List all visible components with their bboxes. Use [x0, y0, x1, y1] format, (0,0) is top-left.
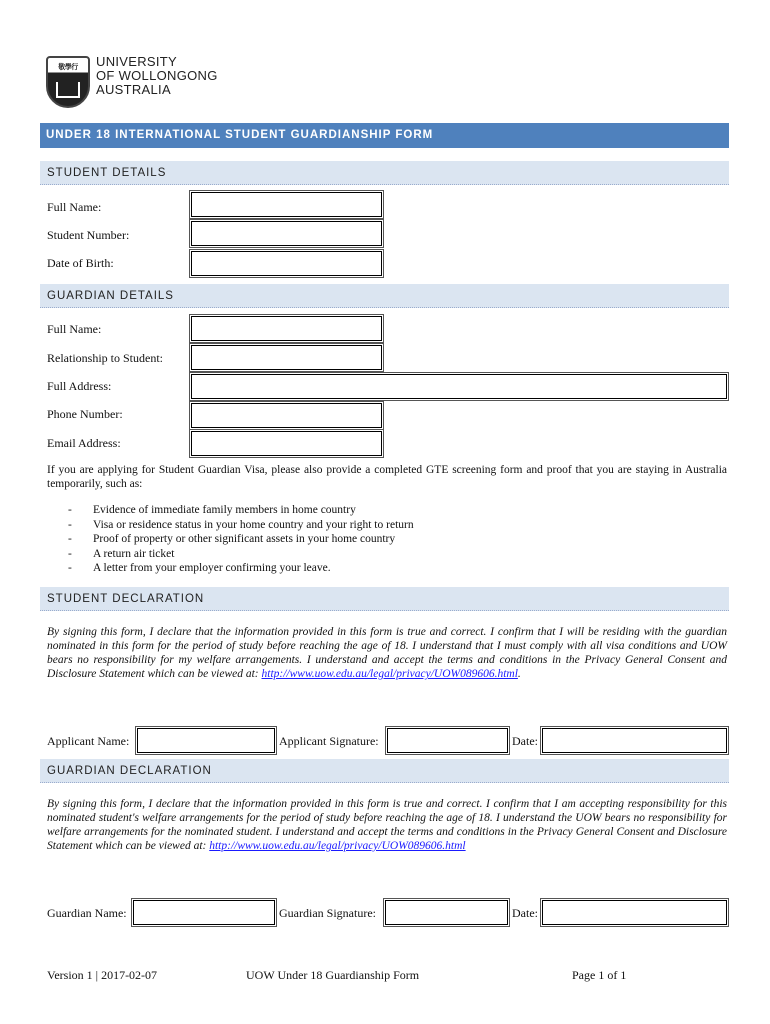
- guardian-signature-label: Guardian Signature:: [279, 906, 376, 920]
- footer-version: Version 1 | 2017-02-07: [47, 968, 158, 982]
- guardian-address-label: Full Address:: [47, 379, 112, 393]
- university-crest-logo: [46, 56, 90, 108]
- visa-note: If you are applying for Student Guardian Visa, please also provide a completed GTE screening form and proof that you are staying in Australia temporarily, such as:: [47, 464, 727, 490]
- applicant-signature-label: Applicant Signature:: [279, 734, 379, 748]
- university-name: [96, 55, 218, 97]
- guardian-name-label: Guardian Name:: [47, 906, 127, 920]
- student-full-name-field[interactable]: [191, 192, 382, 217]
- list-item: - Visa or residence status in your home country and your right to return: [68, 518, 414, 531]
- student-declaration-heading: STUDENT DECLARATION: [40, 587, 729, 611]
- guardian-date-field[interactable]: [542, 900, 727, 925]
- email-address-label: Email Address:: [47, 436, 121, 450]
- form-title: UNDER 18 INTERNATIONAL STUDENT GUARDIANSHIP FORM: [40, 123, 729, 148]
- applicant-date-label: Date:: [512, 734, 538, 748]
- guardian-declaration-text: By signing this form, I declare that the information provided in this form is true and correct. I confirm that I am accepting responsibility for this nominated student's welfare arrangements for the period of study before reaching the age of 18. I understand the UOW bears no responsibility for welfare arrangements for the nominated student. I understand and accept the terms and conditions in the Privacy General Consent and Disclosure Statement which can be viewed at: http://www.uow.edu.au/legal/privacy/UOW089606.html: [47, 798, 727, 852]
- guardian-date-label: Date:: [512, 906, 538, 920]
- student-declaration-text: By signing this form, I declare that the information provided in this form is true and correct. I confirm that I will be residing with the guardian nominated in this form for the period of study before reaching the age of 18. I understand that I must comply with all visa conditions and UOW bears no responsibility for my welfare arrangements. I understand and accept the terms and conditions in the Privacy General Consent and Disclosure Statement which can be viewed at: http://www.uow.edu.au/legal/privacy/UOW089606.html.: [47, 626, 727, 680]
- guardian-details-heading: GUARDIAN DETAILS: [40, 284, 729, 308]
- relationship-label: Relationship to Student:: [47, 351, 163, 365]
- applicant-name-field[interactable]: [137, 728, 275, 753]
- date-of-birth-field[interactable]: [191, 251, 382, 276]
- evidence-list: [68, 503, 414, 576]
- logo-line-1: UNIVERSITY: [96, 54, 178, 69]
- relationship-field[interactable]: [191, 345, 382, 370]
- email-address-field[interactable]: [191, 431, 382, 456]
- student-number-label: Student Number:: [47, 228, 130, 242]
- applicant-date-field[interactable]: [542, 728, 727, 753]
- list-item: - A letter from your employer confirming your leave.: [68, 562, 331, 574]
- list-item: - Proof of property or other significant assets in your home country: [68, 533, 396, 545]
- guardian-full-name-field[interactable]: [191, 316, 382, 341]
- student-number-field[interactable]: [191, 221, 382, 246]
- applicant-name-label: Applicant Name:: [47, 734, 130, 748]
- privacy-statement-link[interactable]: http://www.uow.edu.au/legal/privacy/UOW089606.html: [209, 840, 466, 852]
- guardian-name-field[interactable]: [133, 900, 275, 925]
- footer-form-name: UOW Under 18 Guardianship Form: [246, 968, 420, 982]
- guardian-declaration-heading: GUARDIAN DECLARATION: [40, 759, 729, 783]
- list-item: - Evidence of immediate family members in home country: [68, 504, 356, 516]
- guardian-address-field[interactable]: [191, 374, 727, 399]
- student-full-name-label: Full Name:: [47, 200, 102, 214]
- logo-line-3: AUSTRALIA: [96, 82, 171, 97]
- phone-number-label: Phone Number:: [47, 407, 123, 421]
- guardian-full-name-label: Full Name:: [47, 322, 102, 336]
- logo-line-2: OF WOLLONGONG: [96, 68, 218, 83]
- phone-number-field[interactable]: [191, 403, 382, 428]
- list-item: - A return air ticket: [68, 547, 175, 560]
- privacy-statement-link[interactable]: http://www.uow.edu.au/legal/privacy/UOW089606.html: [261, 668, 518, 680]
- crest-motto: 敬學行: [58, 63, 78, 71]
- student-details-heading: STUDENT DETAILS: [40, 161, 729, 185]
- guardian-signature-field[interactable]: [385, 900, 508, 925]
- footer-page-number: Page 1 of 1: [572, 968, 627, 982]
- date-of-birth-label: Date of Birth:: [47, 256, 114, 270]
- applicant-signature-field[interactable]: [387, 728, 508, 753]
- crest-book-icon: [56, 82, 80, 98]
